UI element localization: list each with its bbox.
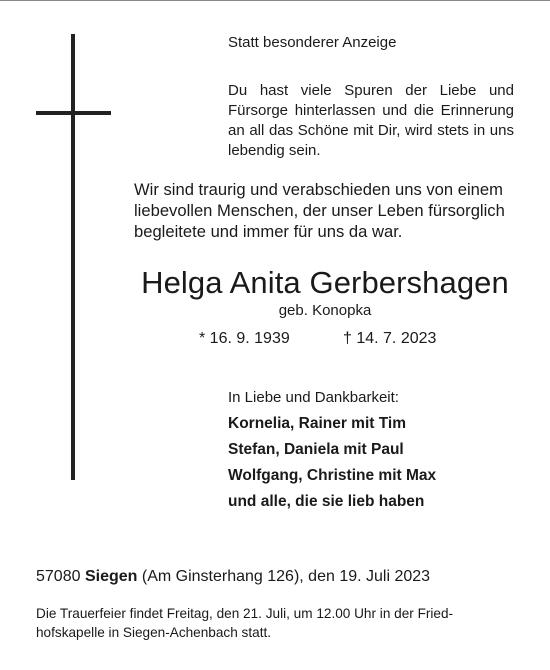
death-date: † 14. 7. 2023	[343, 330, 437, 347]
mourner-entry: und alle, die sie lieb haben	[228, 493, 425, 510]
thanks-heading: In Liebe und Dankbarkeit:	[228, 389, 399, 406]
funeral-info	[36, 604, 516, 642]
mourner-entry: Stefan, Daniela mit Paul	[228, 441, 404, 458]
address-and-date: (Am Ginsterhang 126), den 19. Juli 2023	[141, 568, 431, 585]
verse-line: Fürsorge hinterlassen und die Erinnerung	[228, 102, 514, 119]
cross-horizontal-bar	[36, 111, 111, 115]
verse-line: lebendig sein.	[228, 142, 321, 159]
intro-line: begleitete und immer für uns da war.	[134, 222, 403, 241]
funeral-line: hofskapelle in Siegen-Achenbach statt.	[36, 625, 272, 640]
birth-date: * 16. 9. 1939	[199, 330, 290, 347]
place-date-line	[36, 567, 430, 587]
maiden-name: geb. Konopka	[278, 302, 372, 319]
verse-line: Du hast viele Spuren der Liebe und	[228, 82, 514, 99]
memorial-verse	[228, 81, 514, 161]
notice-heading: Statt besonderer Anzeige	[228, 34, 397, 51]
city-name: Siegen	[84, 568, 138, 585]
intro-line: liebevollen Menschen, der unser Leben fürsorglich	[134, 201, 505, 220]
intro-line: Wir sind traurig und verabschieden uns von einem	[134, 180, 503, 199]
intro-text	[134, 179, 515, 242]
postal-code: 57080	[36, 568, 81, 585]
cross-vertical-bar	[71, 34, 75, 480]
verse-line: an all das Schöne mit Dir, wird stets in uns	[228, 122, 514, 139]
funeral-line: Die Trauerfeier findet Freitag, den 21. Juli, um 12.00 Uhr in der Fried-	[36, 606, 454, 621]
mourner-entry: Kornelia, Rainer mit Tim	[228, 415, 407, 432]
mourner-entry: Wolfgang, Christine mit Max	[228, 467, 437, 484]
deceased-name: Helga Anita Gerbershagen	[141, 265, 509, 300]
mourners-list	[228, 411, 436, 515]
